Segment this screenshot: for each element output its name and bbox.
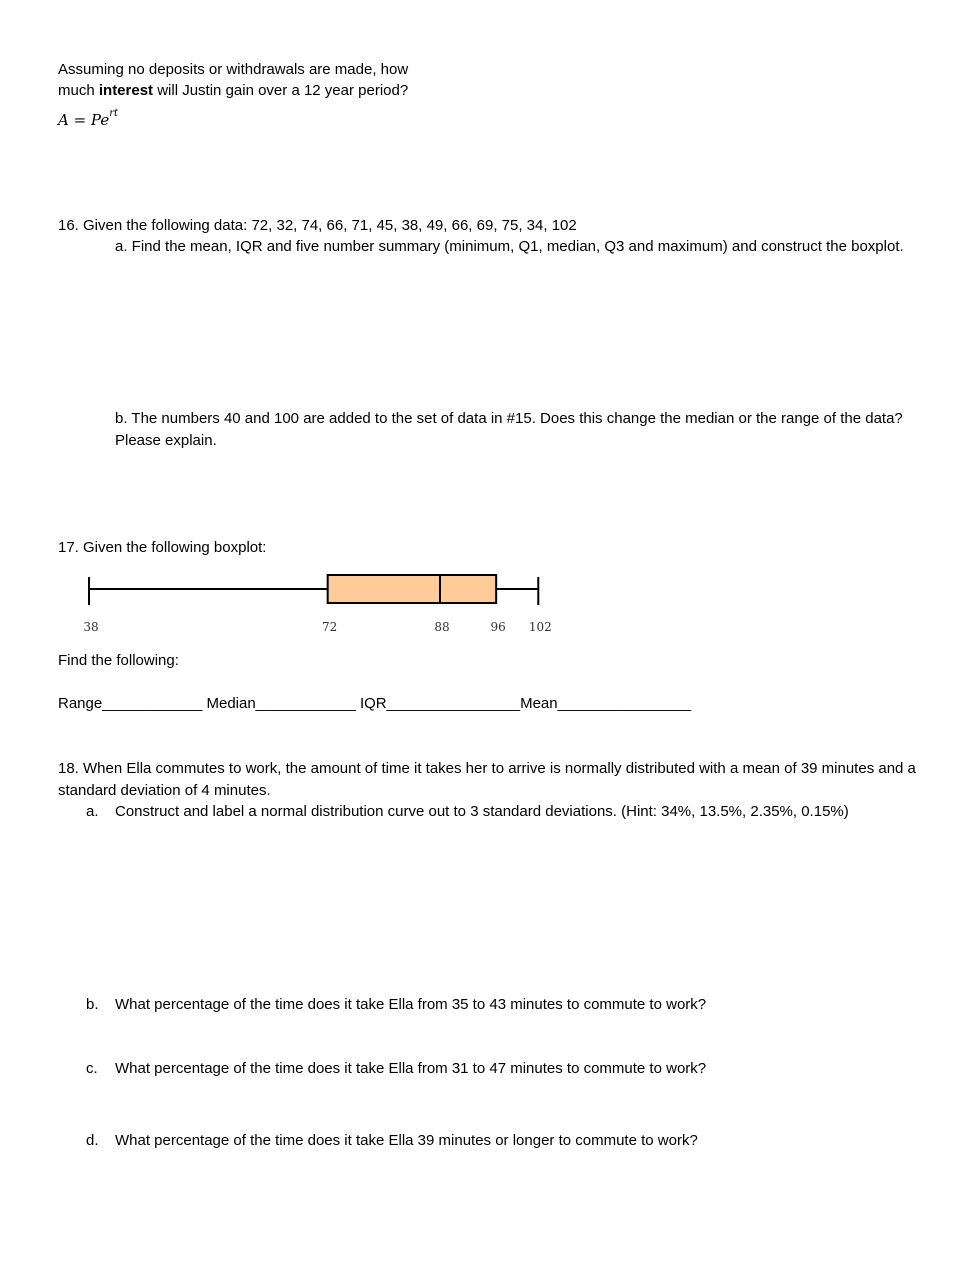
q16-part-b: b. The numbers 40 and 100 are added to the set of data in #15. Does this change the median or the range of the data? Please explain. bbox=[115, 410, 903, 449]
q15-line2-post: will Justin gain over a 12 year period? bbox=[153, 82, 409, 99]
q17-answer-blanks: Range____________ Median____________ IQR________________Mean________________ bbox=[58, 695, 692, 712]
q15-line1: Assuming no deposits or withdrawals are made, how bbox=[58, 61, 409, 78]
boxplot-box bbox=[328, 575, 496, 603]
q18-d-text: What percentage of the time does it take Ella 39 minutes or longer to commute to work? bbox=[115, 1132, 698, 1149]
tick-label-q1: 72 bbox=[322, 620, 338, 634]
boxplot-chart bbox=[60, 565, 580, 645]
q16-stem: 16. Given the following data: 72, 32, 74, 66, 71, 45, 38, 49, 66, 69, 75, 34, 102 bbox=[58, 217, 577, 234]
tick-label-min: 38 bbox=[83, 620, 99, 634]
formula-base: A = Pe bbox=[58, 111, 110, 129]
formula-exponent: rt bbox=[109, 108, 119, 119]
q18-c-label: c. bbox=[86, 1060, 98, 1077]
tick-label-max: 102 bbox=[528, 620, 552, 634]
q18-b-label: b. bbox=[86, 996, 99, 1013]
q15-line2 bbox=[58, 80, 408, 101]
tick-label-q3: 96 bbox=[490, 620, 506, 634]
q16-part-a: a. Find the mean, IQR and five number summary (minimum, Q1, median, Q3 and maximum) and construct the boxplot. bbox=[115, 238, 904, 255]
q18-stem: 18. When Ella commutes to work, the amount of time it takes her to arrive is normally distributed with a mean of 39 minutes and a standard deviation of 4 minutes. bbox=[58, 760, 916, 799]
q15-line2-bold: interest bbox=[98, 82, 154, 99]
q17-find-label: Find the following: bbox=[58, 652, 179, 669]
q18-c-text: What percentage of the time does it take Ella from 31 to 47 minutes to commute to work? bbox=[115, 1060, 707, 1077]
q18-a-text: Construct and label a normal distribution curve out to 3 standard deviations. (Hint: 34%, 13.5%, 2.35%, 0.15%) bbox=[115, 803, 849, 820]
q15-line2-pre: much bbox=[58, 82, 99, 99]
q17-stem: 17. Given the following boxplot: bbox=[58, 539, 267, 556]
q18-d-label: d. bbox=[86, 1132, 99, 1149]
tick-label-median: 88 bbox=[434, 620, 450, 634]
compound-interest-formula bbox=[58, 106, 118, 131]
q18-a-label: a. bbox=[86, 803, 99, 820]
q18-b-text: What percentage of the time does it take Ella from 35 to 43 minutes to commute to work? bbox=[115, 996, 707, 1013]
